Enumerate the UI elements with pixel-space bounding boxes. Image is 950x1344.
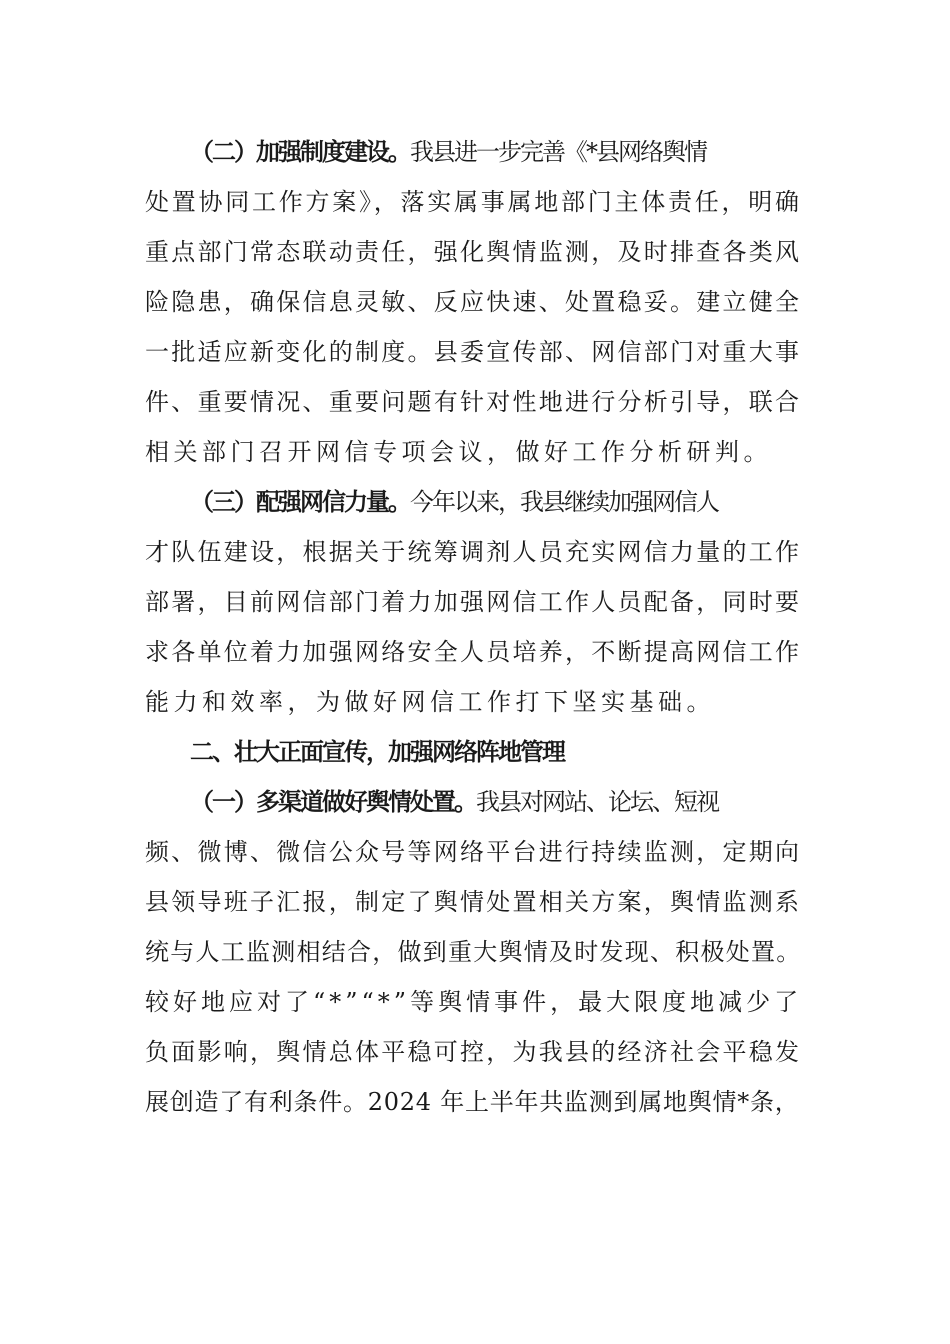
paragraph-line [190, 777, 850, 827]
paragraph-line [190, 477, 850, 527]
section-title: 二、壮大正面宣传，加强网络阵地管理 [190, 738, 564, 766]
paragraph-text: 我县进一步完善《*县网络舆情 [410, 138, 706, 166]
paragraph-line: 能力和效率，为做好网信工作打下坚实基础。 [145, 688, 715, 716]
paragraph-line: 展创造了有利条件。2024 年上半年共监测到属地舆情*条， [145, 1088, 800, 1116]
paragraph-line: 险隐患，确保信息灵敏、反应快速、处置稳妥。建立健全 [145, 288, 802, 316]
paragraph-line: 才队伍建设，根据关于统筹调剂人员充实网信力量的工作 [145, 538, 802, 566]
paragraph-line [190, 127, 850, 177]
paragraph-heading: （三）配强网信力量。 [190, 488, 410, 516]
paragraph-line: 较好地应对了“*”“*”等舆情事件，最大限度地减少了 [145, 988, 803, 1016]
paragraph-text: 我县对网站、论坛、短视 [476, 788, 718, 816]
paragraph-line: 相关部门召开网信专项会议，做好工作分析研判。 [145, 438, 772, 466]
paragraph-line: 处置协同工作方案》，落实属事属地部门主体责任，明确 [145, 188, 802, 216]
paragraph-line: 县领导班子汇报，制定了舆情处置相关方案，舆情监测系 [145, 888, 802, 916]
paragraph-heading: （二）加强制度建设。 [190, 138, 410, 166]
paragraph-line: 部署，目前网信部门着力加强网信工作人员配备，同时要 [145, 588, 802, 616]
paragraph-line: 统与人工监测相结合，做到重大舆情及时发现、积极处置。 [145, 938, 802, 966]
paragraph-line: 一批适应新变化的制度。县委宣传部、网信部门对重大事 [145, 338, 802, 366]
paragraph-line: 求各单位着力加强网络安全人员培养，不断提高网信工作 [145, 638, 802, 666]
paragraph-line: 件、重要情况、重要问题有针对性地进行分析引导，联合 [145, 388, 802, 416]
paragraph-line: 重点部门常态联动责任，强化舆情监测，及时排查各类风 [145, 238, 802, 266]
paragraph-text: 今年以来，我县继续加强网信人 [410, 488, 718, 516]
paragraph-line: 负面影响，舆情总体平稳可控，为我县的经济社会平稳发 [145, 1038, 802, 1066]
paragraph-line: 频、微博、微信公众号等网络平台进行持续监测，定期向 [145, 838, 802, 866]
paragraph-heading: （一）多渠道做好舆情处置。 [190, 788, 476, 816]
